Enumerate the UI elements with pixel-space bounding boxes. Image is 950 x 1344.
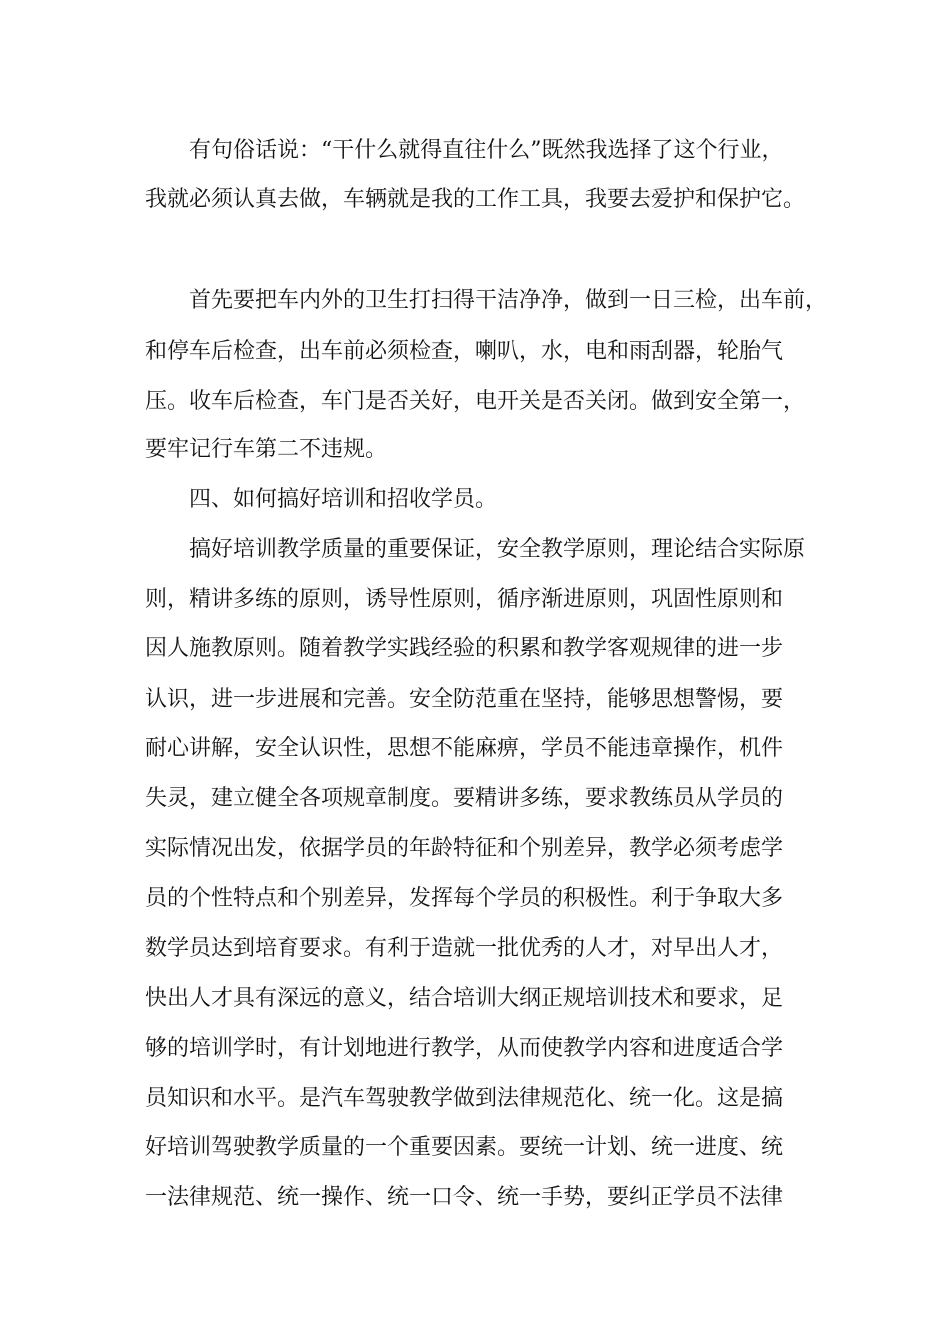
text-line: 要牢记行车第二不违规。: [145, 437, 388, 462]
text-line: 我就必须认真去做，车辆就是我的工作工具，我要去爱护和保护它。: [145, 187, 806, 212]
text-line: 实际情况出发，依据学员的年龄特征和个别差异，教学必须考虑学: [145, 836, 784, 861]
text-line: 因人施教原则。随着教学实践经验的积累和教学客观规律的进一步: [145, 636, 784, 661]
text-line: 好培训驾驶教学质量的一个重要因素。要统一计划、统一进度、统: [145, 1135, 784, 1160]
text-line: 耐心讲解，安全认识性，思想不能麻痹，学员不能违章操作，机件: [145, 736, 784, 761]
text-line: 快出人才具有深远的意义，结合培训大纲正规培训技术和要求，足: [145, 986, 784, 1011]
text-line: 首先要把车内外的卫生打扫得干洁净净，做到一日三检，出车前，: [145, 288, 828, 313]
text-line: 有句俗话说：“干什么就得直往什么”既然我选择了这个行业，: [145, 138, 784, 163]
text-line: 够的培训学时，有计划地进行教学，从而使教学内容和进度适合学: [145, 1036, 784, 1061]
text-line: 和停车后检查，出车前必须检查，喇叭，水，电和雨刮器，轮胎气: [145, 339, 784, 364]
text-line: 则，精讲多练的原则，诱导性原则，循序渐进原则，巩固性原则和: [145, 587, 784, 612]
text-line: 失灵，建立健全各项规章制度。要精讲多练，要求教练员从学员的: [145, 786, 784, 811]
text-line: 压。收车后检查，车门是否关好，电开关是否关闭。做到安全第一，: [145, 389, 806, 414]
text-line: 员的个性特点和个别差异，发挥每个学员的积极性。利于争取大多: [145, 886, 784, 911]
text-line: 数学员达到培育要求。有利于造就一批优秀的人才，对早出人才，: [145, 936, 784, 961]
text-line: 一法律规范、统一操作、统一口令、统一手势，要纠正学员不法律: [145, 1185, 784, 1210]
section-heading: 四、如何搞好培训和招收学员。: [145, 487, 498, 512]
text-line: 搞好培训教学质量的重要保证，安全教学原则，理论结合实际原: [145, 537, 806, 562]
text-line: 员知识和水平。是汽车驾驶教学做到法律规范化、统一化。这是搞: [145, 1086, 784, 1111]
text-line: 认识，进一步进展和完善。安全防范重在坚持，能够思想警惕，要: [145, 687, 784, 712]
